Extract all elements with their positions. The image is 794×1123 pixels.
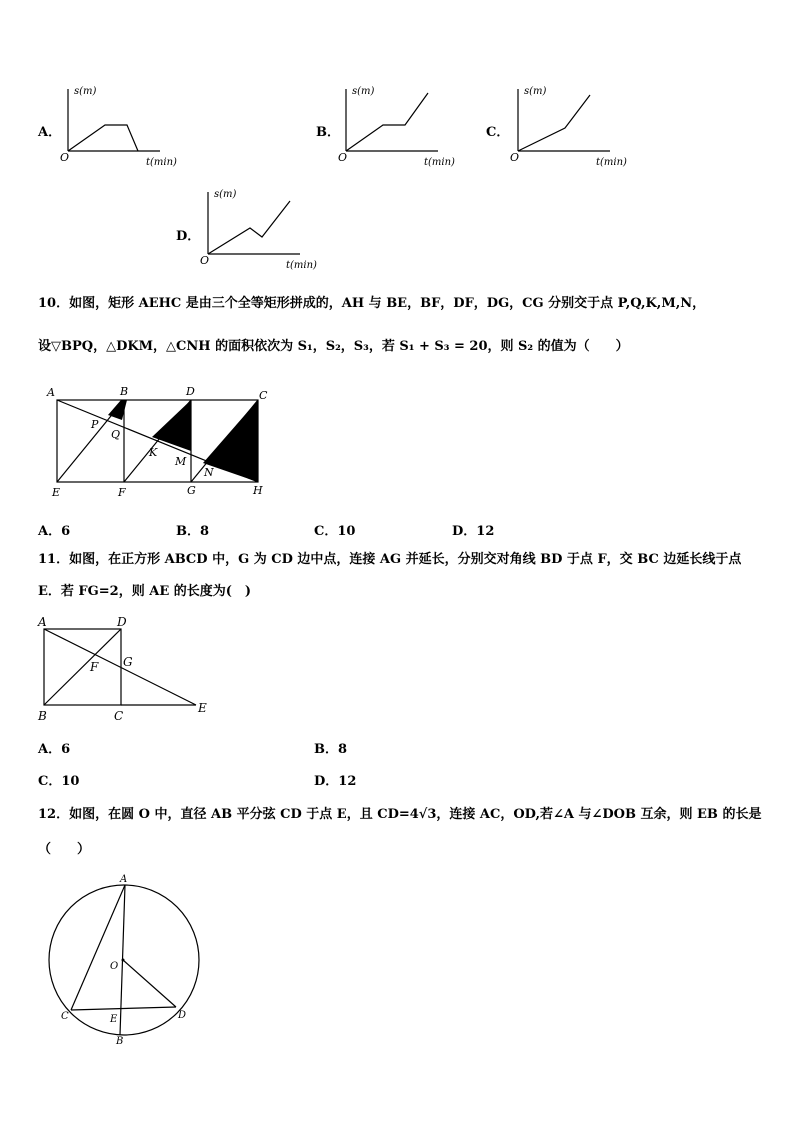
x-label: t(min) xyxy=(424,157,455,168)
point-label-e: E xyxy=(52,486,61,499)
q11-option-b[interactable]: B．8 xyxy=(314,742,348,757)
y-label: s(m) xyxy=(352,86,375,97)
option-c-letter: C． xyxy=(486,125,510,140)
q12-text-line2: （ ） xyxy=(38,842,91,857)
q10-option-c[interactable]: C．10 xyxy=(314,524,356,539)
segment-od xyxy=(123,960,176,1007)
point-label-p: P xyxy=(91,418,99,431)
point-label-c: C xyxy=(114,709,124,723)
q10-option-b[interactable]: B．8 xyxy=(176,524,210,539)
point-label-a: A xyxy=(120,874,128,885)
point-label-g: G xyxy=(187,484,196,497)
chord-ac xyxy=(71,885,125,1010)
q10-figure xyxy=(40,383,280,498)
graph-a xyxy=(60,85,190,170)
graph-c xyxy=(510,85,640,170)
x-label: t(min) xyxy=(146,157,177,168)
y-label: s(m) xyxy=(524,86,547,97)
point-label-d: D xyxy=(178,1010,187,1021)
chord-cd xyxy=(71,1007,176,1010)
point-label-c: C xyxy=(259,389,268,402)
q10-option-a[interactable]: A．6 xyxy=(38,524,71,539)
graph-b-line xyxy=(346,93,428,151)
q12-text-line1: 12．如图，在圆 O 中，直径 AB 平分弦 CD 于点 E，且 CD=4√3，连接 AC，OD,若∠A 与∠DOB 互余，则 EB 的长是 xyxy=(38,807,762,822)
x-label: t(min) xyxy=(286,260,317,271)
q12-figure xyxy=(40,866,215,1051)
point-label-b: B xyxy=(116,1036,124,1047)
x-label: t(min) xyxy=(596,157,627,168)
graph-c-line xyxy=(518,95,590,151)
point-label-e: E xyxy=(110,1014,118,1025)
graph-d xyxy=(200,188,330,273)
option-d-letter: D． xyxy=(176,229,201,244)
point-label-g: G xyxy=(123,655,133,669)
point-label-k: K xyxy=(149,446,158,459)
q11-option-c[interactable]: C．10 xyxy=(38,774,80,789)
point-label-a: A xyxy=(38,615,47,629)
point-label-a: A xyxy=(47,386,55,399)
graph-d-line xyxy=(208,201,290,254)
point-label-b: B xyxy=(120,385,129,398)
q11-option-d[interactable]: D．12 xyxy=(314,774,357,789)
point-label-b: B xyxy=(38,709,47,723)
option-b-letter: B． xyxy=(316,125,340,140)
point-label-e: E xyxy=(198,701,207,715)
q11-option-a[interactable]: A．6 xyxy=(38,742,71,757)
origin-label: O xyxy=(60,151,70,164)
y-label: s(m) xyxy=(214,189,237,200)
q11-text-line2: E．若 FG=2，则 AE 的长度为( ) xyxy=(38,584,252,599)
q10-text-line2: 设▽BPQ，△DKM，△CNH 的面积依次为 S₁，S₂，S₃，若 S₁ + S₃ = 20，则 S₂ 的值为（ ） xyxy=(38,339,629,354)
q10-text-line1: 10．如图，矩形 AEHC 是由三个全等矩形拼成的，AH 与 BE，BF，DF，DG，CG 分别交于点 P,Q,K,M,N， xyxy=(38,296,706,311)
q11-figure xyxy=(36,612,216,724)
origin-label: O xyxy=(200,254,210,267)
option-a-letter: A． xyxy=(38,125,62,140)
point-label-h: H xyxy=(253,484,263,497)
point-label-n: N xyxy=(204,466,214,479)
point-label-f: F xyxy=(118,486,126,499)
q10-option-d[interactable]: D．12 xyxy=(452,524,495,539)
point-label-m: M xyxy=(175,455,187,468)
y-label: s(m) xyxy=(74,86,97,97)
point-label-c: C xyxy=(61,1011,69,1022)
point-label-d: D xyxy=(186,385,195,398)
point-label-d: D xyxy=(117,615,127,629)
origin-label: O xyxy=(338,151,348,164)
graph-b xyxy=(338,85,468,170)
point-label-o: O xyxy=(110,961,119,972)
origin-label: O xyxy=(510,151,520,164)
graph-a-line xyxy=(68,125,138,151)
point-label-f: F xyxy=(90,660,99,674)
q11-text-line1: 11．如图，在正方形 ABCD 中，G 为 CD 边中点，连接 AG 并延长，分别交对角线 BD 于点 F，交 BC 边延长线于点 xyxy=(38,552,742,567)
point-label-q: Q xyxy=(111,428,121,441)
